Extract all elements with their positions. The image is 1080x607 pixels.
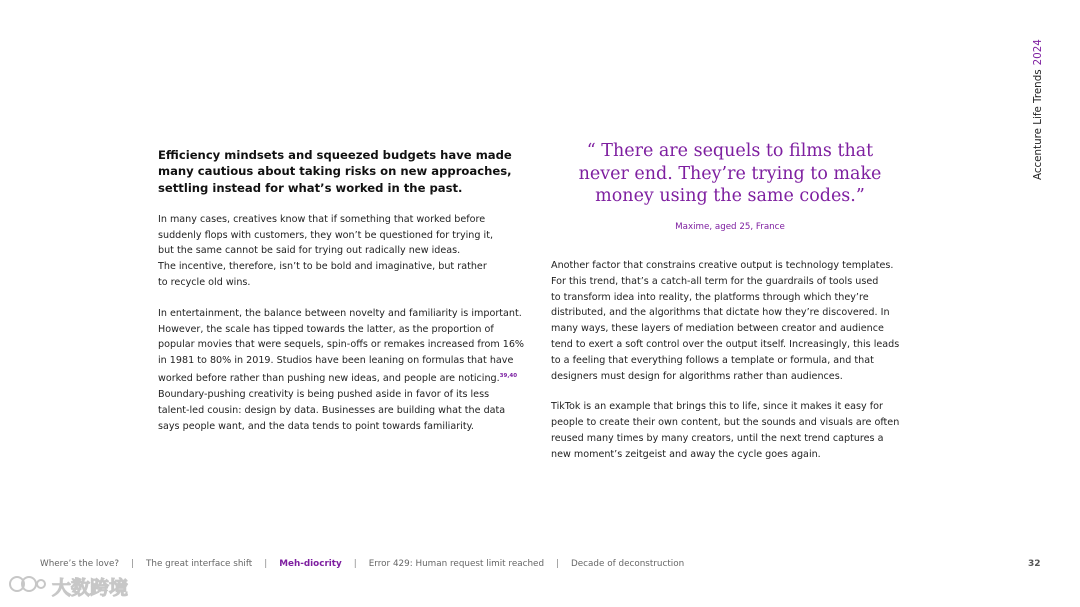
text-line: says people want, and the data tends to point towards familiarity. xyxy=(158,420,474,432)
footer-separator: | xyxy=(353,559,357,569)
text-line: to recycle old wins. xyxy=(158,277,251,289)
text-line: The incentive, therefore, isn’t to be bold and imaginative, but rather xyxy=(158,261,487,273)
footer-separator: | xyxy=(131,559,135,569)
text-line: to a feeling that everything follows a template or formula, and that xyxy=(551,354,874,366)
text-line: designers must design for algorithms rather than audiences. xyxy=(551,370,843,382)
footer-link-great-interface-shift[interactable]: The great interface shift xyxy=(146,559,253,569)
text-line: TikTok is an example that brings this to life, since it makes it easy for xyxy=(551,401,883,413)
quote-line: money using the same codes.” xyxy=(595,186,865,206)
watermark xyxy=(8,572,128,600)
text-line: Boundary-pushing creativity is being pushed aside in favor of its less xyxy=(158,389,490,401)
report-title-vertical xyxy=(1030,30,1046,180)
footer-link-wheres-the-love[interactable]: Where’s the love? xyxy=(40,559,120,569)
footer-separator: | xyxy=(264,559,268,569)
page-number: 32 xyxy=(1028,559,1041,569)
text-line: distributed, and the algorithms that dictate how they’re discovered. In xyxy=(551,307,890,319)
watermark-logo-icon xyxy=(8,572,46,600)
pull-quote xyxy=(560,140,900,208)
text-line-content: worked before rather than pushing new ideas, and people are noticing. xyxy=(158,373,500,385)
text-line: suddenly flops with customers, they won’t be questioned for trying it, xyxy=(158,229,494,241)
text-line: tend to exert a soft control over the output itself. Increasingly, this leads xyxy=(551,338,900,350)
text-line: Another factor that constrains creative output is technology templates. xyxy=(551,260,894,271)
text-line: In many cases, creatives know that if something that worked before xyxy=(158,213,486,225)
text-line: In entertainment, the balance between novelty and familiarity is important. xyxy=(158,307,522,319)
report-year: 2024 xyxy=(1032,39,1044,66)
report-title: Accenture Life Trends xyxy=(1032,69,1044,180)
footer-link-error-429[interactable]: Error 429: Human request limit reached xyxy=(368,559,545,569)
lead-paragraph: Efficiency mindsets and squeezed budgets have made many cautious about taking risks on new approaches, settling instead for what’s worked in the past. xyxy=(158,148,512,195)
text-line: reused many times by many creators, until the next trend captures a xyxy=(551,432,884,444)
text-line: to transform idea into reality, the platforms through which they’re xyxy=(551,291,869,303)
footer-link-meh-diocrity[interactable]: Meh-diocrity xyxy=(279,559,342,569)
right-paragraph-2 xyxy=(551,399,911,462)
watermark-text: 大数跨境 xyxy=(52,576,129,599)
text-line: in 1981 to 80% in 2019. Studios have been leaning on formulas that have xyxy=(158,355,514,367)
footer-link-decade-of-deconstruction[interactable]: Decade of deconstruction xyxy=(571,559,685,569)
text-line: new moment’s zeitgeist and away the cycle goes again. xyxy=(551,448,821,460)
right-paragraph-1 xyxy=(551,258,911,384)
right-column xyxy=(551,258,911,478)
quote-line: never end. They’re trying to make xyxy=(578,163,882,184)
footer-nav xyxy=(40,559,684,569)
text-line: but the same cannot be said for trying out radically new ideas. xyxy=(158,245,461,257)
text-line xyxy=(158,369,533,387)
text-line: For this trend, that’s a catch-all term for the guardrails of tools used xyxy=(551,275,879,287)
left-paragraph-2 xyxy=(158,306,533,435)
quote-line: “ There are sequels to films that xyxy=(586,141,874,161)
text-line: popular movies that were sequels, spin-offs or remakes increased from 16% xyxy=(158,339,525,351)
quote-attribution: Maxime, aged 25, France xyxy=(675,222,785,232)
footnote-reference[interactable]: 39,40 xyxy=(499,373,518,380)
left-paragraph-1 xyxy=(158,212,533,291)
footer-separator: | xyxy=(556,559,559,569)
text-line: However, the scale has tipped towards the latter, as the proportion of xyxy=(158,323,494,335)
text-line: people to create their own content, but the sounds and visuals are often xyxy=(551,417,900,429)
left-column xyxy=(158,147,533,449)
text-line: talent-led cousin: design by data. Businesses are building what the data xyxy=(158,404,506,416)
text-line: many ways, these layers of mediation between creator and audience xyxy=(551,323,884,335)
